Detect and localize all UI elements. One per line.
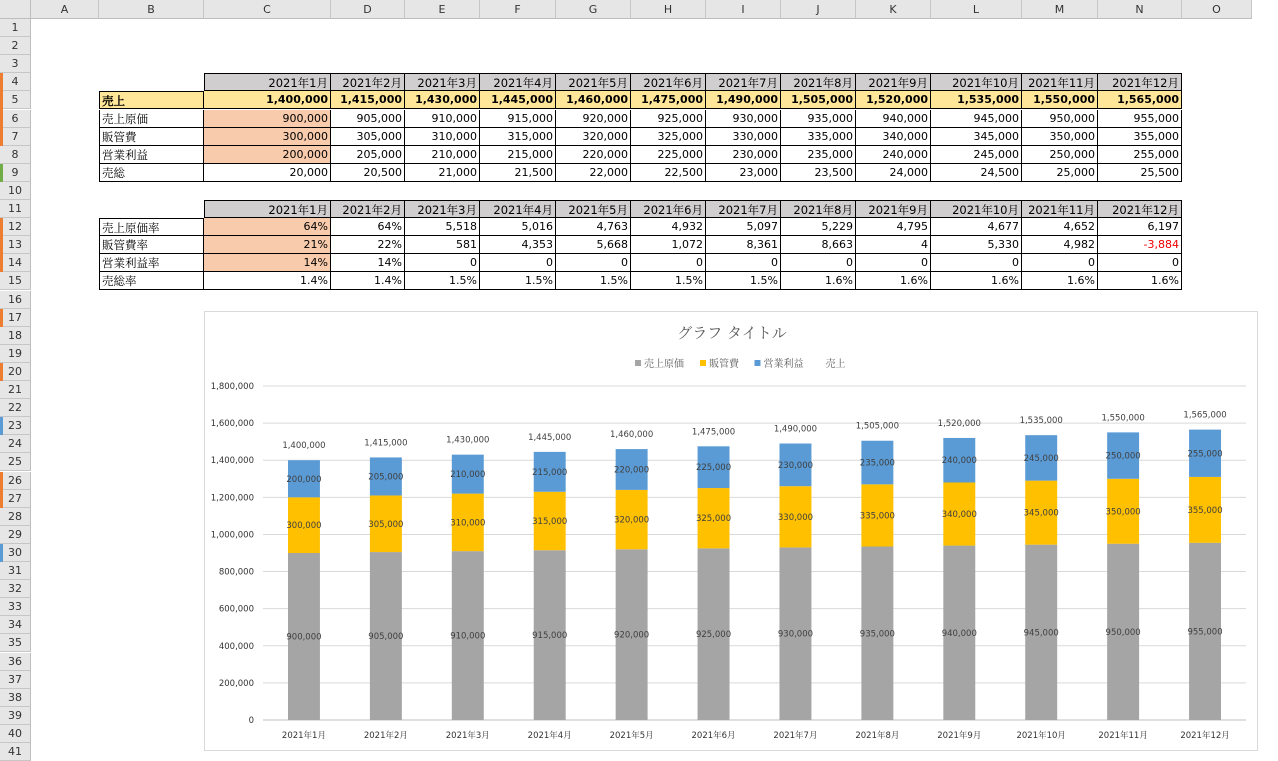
- bar-data-label: 210,000: [450, 470, 486, 481]
- column-header[interactable]: F: [480, 0, 556, 19]
- bar-data-label: 300,000: [286, 521, 322, 532]
- month-header[interactable]: 2021年10月: [931, 73, 1022, 91]
- table1-value-cell[interactable]: 1,550,000: [1022, 91, 1098, 109]
- row-marker: [0, 164, 3, 182]
- row-header[interactable]: 29: [0, 526, 31, 544]
- bar-data-label: 235,000: [859, 458, 895, 469]
- x-tick-label: 2021年6月: [691, 731, 736, 741]
- bar-data-label: 935,000: [859, 629, 895, 640]
- row-header[interactable]: 20: [0, 363, 31, 381]
- table2-row-label[interactable]: 販管費率: [99, 236, 204, 254]
- bar-data-label: 920,000: [614, 630, 650, 641]
- month-header[interactable]: 2021年1月: [204, 73, 331, 91]
- table2-value-cell[interactable]: 5,518: [405, 218, 480, 236]
- table2-value-cell[interactable]: 1.5%: [706, 272, 781, 290]
- total-data-label: 1,565,000: [1183, 410, 1227, 421]
- row-header[interactable]: 4: [0, 73, 31, 91]
- month-header[interactable]: 2021年5月: [556, 200, 631, 218]
- bar-data-label: 905,000: [368, 632, 404, 643]
- table1-value-cell[interactable]: 220,000: [556, 146, 631, 164]
- row-header[interactable]: 26: [0, 472, 31, 490]
- month-header[interactable]: 2021年8月: [781, 200, 856, 218]
- table1-value-cell[interactable]: 22,500: [631, 164, 706, 182]
- row-marker: [0, 309, 3, 327]
- table1-value-cell[interactable]: 205,000: [331, 146, 405, 164]
- legend-label: 売上: [825, 359, 846, 370]
- table1-value-cell[interactable]: 225,000: [631, 146, 706, 164]
- row-header[interactable]: 7: [0, 128, 31, 146]
- bar-data-label: 255,000: [1187, 449, 1223, 460]
- row-header[interactable]: 13: [0, 236, 31, 254]
- column-header[interactable]: E: [405, 0, 480, 19]
- row-header[interactable]: 3: [0, 55, 31, 73]
- table1-value-cell[interactable]: 1,505,000: [781, 91, 856, 109]
- table2-value-cell[interactable]: 1.4%: [331, 272, 405, 290]
- table2-value-cell[interactable]: 1.6%: [1098, 272, 1182, 290]
- total-data-label: 1,490,000: [773, 424, 818, 435]
- table1-value-cell[interactable]: 1,565,000: [1098, 91, 1182, 109]
- month-header[interactable]: 2021年3月: [405, 200, 480, 218]
- table1-value-cell[interactable]: 330,000: [706, 128, 781, 146]
- table1-value-cell[interactable]: 315,000: [480, 128, 556, 146]
- table2-value-cell[interactable]: 14%: [204, 254, 331, 272]
- total-data-label: 1,400,000: [282, 441, 326, 452]
- y-tick-label: 0: [248, 716, 254, 726]
- table1-value-cell[interactable]: 325,000: [631, 128, 706, 146]
- table1-value-cell[interactable]: 1,445,000: [480, 91, 556, 109]
- row-header[interactable]: 40: [0, 725, 31, 743]
- table1-value-cell[interactable]: 1,400,000: [204, 91, 331, 109]
- column-header[interactable]: A: [31, 0, 99, 19]
- table1-value-cell[interactable]: 1,520,000: [856, 91, 931, 109]
- row-header[interactable]: 22: [0, 399, 31, 417]
- bar-data-label: 230,000: [777, 460, 814, 471]
- table2-value-cell[interactable]: 5,668: [556, 236, 631, 254]
- month-header[interactable]: 2021年2月: [331, 73, 405, 91]
- row-header[interactable]: 30: [0, 544, 31, 562]
- table1-value-cell[interactable]: 230,000: [706, 146, 781, 164]
- column-header[interactable]: H: [631, 0, 706, 19]
- chart-title: グラフ タイトル: [677, 324, 787, 342]
- row-header[interactable]: 25: [0, 453, 31, 471]
- bar-data-label: 955,000: [1187, 627, 1223, 638]
- row-header[interactable]: 9: [0, 164, 31, 182]
- row-header[interactable]: 38: [0, 689, 31, 707]
- table2-value-cell[interactable]: 64%: [204, 218, 331, 236]
- table2-value-cell[interactable]: 6,197: [1098, 218, 1182, 236]
- table1-value-cell[interactable]: 1,460,000: [556, 91, 631, 109]
- bar-data-label: 910,000: [450, 631, 486, 642]
- total-data-label: 1,505,000: [855, 421, 900, 432]
- total-data-label: 1,445,000: [528, 432, 572, 443]
- legend-swatch: [700, 360, 706, 366]
- table1-row-label[interactable]: 売総: [99, 164, 204, 182]
- table2-value-cell[interactable]: -3,884: [1098, 236, 1182, 254]
- table1-row-label[interactable]: 営業利益: [99, 146, 204, 164]
- row-header[interactable]: 5: [0, 91, 31, 109]
- table1-value-cell[interactable]: 1,490,000: [706, 91, 781, 109]
- table1-value-cell[interactable]: 23,500: [781, 164, 856, 182]
- x-tick-label: 2021年12月: [1180, 731, 1230, 741]
- y-tick-label: 1,000,000: [210, 530, 254, 541]
- bar-data-label: 900,000: [286, 632, 322, 643]
- bar-data-label: 240,000: [941, 456, 977, 467]
- table1-value-cell[interactable]: 1,535,000: [931, 91, 1022, 109]
- row-header[interactable]: 32: [0, 580, 31, 598]
- table1-row-label[interactable]: 販管費: [99, 128, 204, 146]
- table1-value-cell[interactable]: 21,000: [405, 164, 480, 182]
- table1-value-cell[interactable]: 905,000: [331, 110, 405, 128]
- row-marker: [0, 544, 3, 562]
- table2-value-cell[interactable]: 1.4%: [204, 272, 331, 290]
- row-header[interactable]: 15: [0, 272, 31, 290]
- y-tick-label: 1,800,000: [210, 382, 254, 392]
- table2-value-cell[interactable]: 4,982: [1022, 236, 1098, 254]
- row-header[interactable]: 35: [0, 634, 31, 652]
- bar-data-label: 220,000: [614, 465, 650, 476]
- table1-value-cell[interactable]: 945,000: [931, 110, 1022, 128]
- y-tick-label: 800,000: [218, 567, 254, 578]
- row-marker: [0, 417, 3, 435]
- x-tick-label: 2021年3月: [445, 731, 490, 741]
- bar-data-label: 245,000: [1023, 453, 1059, 464]
- table2-value-cell[interactable]: 1.5%: [480, 272, 556, 290]
- column-header[interactable]: N: [1098, 0, 1182, 19]
- table2-value-cell[interactable]: 5,097: [706, 218, 781, 236]
- row-marker: [0, 73, 3, 145]
- table2-value-cell[interactable]: 21%: [204, 236, 331, 254]
- y-tick-label: 1,400,000: [210, 456, 254, 467]
- x-tick-label: 2021年5月: [609, 731, 654, 741]
- table2-value-cell[interactable]: 0: [1022, 254, 1098, 272]
- table2-value-cell[interactable]: 0: [405, 254, 480, 272]
- month-header[interactable]: 2021年12月: [1098, 200, 1182, 218]
- month-header[interactable]: 2021年8月: [781, 73, 856, 91]
- table2-value-cell[interactable]: 8,361: [706, 236, 781, 254]
- table2-value-cell[interactable]: 1.6%: [1022, 272, 1098, 290]
- x-tick-label: 2021年10月: [1016, 731, 1066, 741]
- row-header[interactable]: 33: [0, 598, 31, 616]
- legend-label: 販管費: [709, 359, 739, 370]
- table1-row-label[interactable]: 売上: [99, 91, 204, 109]
- legend-swatch: [755, 360, 761, 366]
- table1-value-cell[interactable]: 355,000: [1098, 128, 1182, 146]
- table1-value-cell[interactable]: 21,500: [480, 164, 556, 182]
- total-data-label: 1,520,000: [937, 418, 981, 429]
- table1-value-cell[interactable]: 1,475,000: [631, 91, 706, 109]
- legend-swatch: [635, 360, 641, 366]
- row-header[interactable]: 16: [0, 291, 31, 309]
- table1-value-cell[interactable]: 240,000: [856, 146, 931, 164]
- table2-value-cell[interactable]: 8,663: [781, 236, 856, 254]
- row-header[interactable]: 17: [0, 309, 31, 327]
- month-header[interactable]: 2021年4月: [480, 73, 556, 91]
- row-marker: [0, 363, 3, 381]
- table2-value-cell[interactable]: 1.5%: [556, 272, 631, 290]
- x-tick-label: 2021年11月: [1098, 731, 1148, 741]
- table2-value-cell[interactable]: 0: [480, 254, 556, 272]
- table1-value-cell[interactable]: 950,000: [1022, 110, 1098, 128]
- table2-value-cell[interactable]: 4,932: [631, 218, 706, 236]
- table2-value-cell[interactable]: 581: [405, 236, 480, 254]
- bar-data-label: 310,000: [450, 518, 486, 529]
- bar-data-label: 355,000: [1187, 505, 1223, 516]
- table2-value-cell[interactable]: 1.5%: [631, 272, 706, 290]
- table1-value-cell[interactable]: 900,000: [204, 110, 331, 128]
- column-header[interactable]: I: [706, 0, 781, 19]
- table1-value-cell[interactable]: 20,500: [331, 164, 405, 182]
- y-tick-label: 400,000: [218, 641, 254, 652]
- bar-data-label: 320,000: [614, 515, 650, 526]
- total-data-label: 1,475,000: [691, 427, 736, 438]
- table1-value-cell[interactable]: 935,000: [781, 110, 856, 128]
- month-header[interactable]: 2021年11月: [1022, 73, 1098, 91]
- column-header[interactable]: O: [1182, 0, 1252, 19]
- bar-data-label: 250,000: [1105, 451, 1141, 462]
- table2-value-cell[interactable]: 1.6%: [781, 272, 856, 290]
- table1-corner[interactable]: [99, 73, 204, 91]
- bar-data-label: 340,000: [941, 510, 977, 521]
- table2-value-cell[interactable]: 0: [931, 254, 1022, 272]
- bar-data-label: 215,000: [532, 467, 568, 478]
- table1-row-label[interactable]: 売上原価: [99, 110, 204, 128]
- table1-value-cell[interactable]: 350,000: [1022, 128, 1098, 146]
- row-header[interactable]: 11: [0, 200, 31, 218]
- table1-value-cell[interactable]: 300,000: [204, 128, 331, 146]
- table1-value-cell[interactable]: 1,415,000: [331, 91, 405, 109]
- row-header[interactable]: 21: [0, 381, 31, 399]
- table2-row-label[interactable]: 売総率: [99, 272, 204, 290]
- bar-data-label: 915,000: [532, 631, 568, 642]
- table2-value-cell[interactable]: 1,072: [631, 236, 706, 254]
- table1-value-cell[interactable]: 255,000: [1098, 146, 1182, 164]
- table2-value-cell[interactable]: 22%: [331, 236, 405, 254]
- x-tick-label: 2021年8月: [855, 731, 900, 741]
- table2-value-cell[interactable]: 0: [1098, 254, 1182, 272]
- column-header[interactable]: G: [556, 0, 631, 19]
- table2-value-cell[interactable]: 1.5%: [405, 272, 480, 290]
- row-header[interactable]: 28: [0, 508, 31, 526]
- select-all-corner[interactable]: [0, 0, 31, 19]
- column-header[interactable]: M: [1022, 0, 1098, 19]
- row-marker: [0, 472, 3, 508]
- row-header[interactable]: 6: [0, 110, 31, 128]
- x-tick-label: 2021年9月: [937, 731, 982, 741]
- table2-value-cell[interactable]: 0: [856, 254, 931, 272]
- table1-value-cell[interactable]: 910,000: [405, 110, 480, 128]
- month-header[interactable]: 2021年7月: [706, 200, 781, 218]
- month-header[interactable]: 2021年2月: [331, 200, 405, 218]
- row-marker: [0, 218, 3, 272]
- month-header[interactable]: 2021年7月: [706, 73, 781, 91]
- table1-value-cell[interactable]: 1,430,000: [405, 91, 480, 109]
- table1-value-cell[interactable]: 22,000: [556, 164, 631, 182]
- row-header[interactable]: 37: [0, 671, 31, 689]
- month-header[interactable]: 2021年1月: [204, 200, 331, 218]
- table1-value-cell[interactable]: 200,000: [204, 146, 331, 164]
- table1-value-cell[interactable]: 310,000: [405, 128, 480, 146]
- y-tick-label: 200,000: [218, 678, 254, 689]
- month-header[interactable]: 2021年12月: [1098, 73, 1182, 91]
- table1-value-cell[interactable]: 23,000: [706, 164, 781, 182]
- table2-value-cell[interactable]: 1.6%: [856, 272, 931, 290]
- bar-data-label: 305,000: [368, 519, 404, 530]
- bar-data-label: 940,000: [941, 628, 977, 639]
- table1-value-cell[interactable]: 215,000: [480, 146, 556, 164]
- row-header[interactable]: 14: [0, 254, 31, 272]
- table1-value-cell[interactable]: 20,000: [204, 164, 331, 182]
- bar-data-label: 330,000: [777, 512, 814, 523]
- row-header[interactable]: 1: [0, 19, 31, 37]
- total-data-label: 1,550,000: [1101, 413, 1145, 424]
- table2-value-cell[interactable]: 5,229: [781, 218, 856, 236]
- table1-value-cell[interactable]: 250,000: [1022, 146, 1098, 164]
- column-header[interactable]: J: [781, 0, 856, 19]
- bar-data-label: 345,000: [1023, 508, 1059, 519]
- table2-value-cell[interactable]: 4,353: [480, 236, 556, 254]
- row-header[interactable]: 12: [0, 218, 31, 236]
- y-tick-label: 1,600,000: [210, 419, 254, 430]
- row-header[interactable]: 41: [0, 743, 31, 761]
- table1-value-cell[interactable]: 210,000: [405, 146, 480, 164]
- row-header[interactable]: 8: [0, 146, 31, 164]
- table1-value-cell[interactable]: 245,000: [931, 146, 1022, 164]
- table1-value-cell[interactable]: 955,000: [1098, 110, 1182, 128]
- row-header[interactable]: 39: [0, 707, 31, 725]
- month-header[interactable]: 2021年11月: [1022, 200, 1098, 218]
- table1-value-cell[interactable]: 24,500: [931, 164, 1022, 182]
- stacked-bar-chart: [205, 312, 1259, 752]
- table1-value-cell[interactable]: 25,000: [1022, 164, 1098, 182]
- month-header[interactable]: 2021年3月: [405, 73, 480, 91]
- table2-row-label[interactable]: 売上原価率: [99, 218, 204, 236]
- y-tick-label: 600,000: [218, 604, 254, 615]
- row-header[interactable]: 23: [0, 417, 31, 435]
- table1-value-cell[interactable]: 320,000: [556, 128, 631, 146]
- column-header[interactable]: C: [204, 0, 331, 19]
- table2-value-cell[interactable]: 5,016: [480, 218, 556, 236]
- month-header[interactable]: 2021年5月: [556, 73, 631, 91]
- total-data-label: 1,460,000: [609, 430, 654, 441]
- table2-value-cell[interactable]: 0: [781, 254, 856, 272]
- table2-value-cell[interactable]: 5,330: [931, 236, 1022, 254]
- table2-value-cell[interactable]: 0: [556, 254, 631, 272]
- column-header[interactable]: B: [99, 0, 204, 19]
- table1-value-cell[interactable]: 345,000: [931, 128, 1022, 146]
- row-header[interactable]: 19: [0, 345, 31, 363]
- chart-area[interactable]: [204, 311, 1258, 751]
- table2-value-cell[interactable]: 14%: [331, 254, 405, 272]
- y-tick-label: 1,200,000: [210, 493, 254, 504]
- bar-data-label: 335,000: [859, 511, 895, 522]
- table2-value-cell[interactable]: 4,795: [856, 218, 931, 236]
- table2-value-cell[interactable]: 1.6%: [931, 272, 1022, 290]
- column-header[interactable]: D: [331, 0, 405, 19]
- table1-value-cell[interactable]: 340,000: [856, 128, 931, 146]
- table1-value-cell[interactable]: 235,000: [781, 146, 856, 164]
- table2-value-cell[interactable]: 4,677: [931, 218, 1022, 236]
- column-header[interactable]: L: [931, 0, 1022, 19]
- table1-value-cell[interactable]: 25,500: [1098, 164, 1182, 182]
- table2-value-cell[interactable]: 0: [631, 254, 706, 272]
- table1-value-cell[interactable]: 335,000: [781, 128, 856, 146]
- legend-label: 営業利益: [763, 359, 804, 370]
- table2-value-cell[interactable]: 0: [706, 254, 781, 272]
- bar-data-label: 925,000: [695, 630, 732, 641]
- month-header[interactable]: 2021年10月: [931, 200, 1022, 218]
- x-tick-label: 2021年4月: [527, 731, 572, 741]
- table1-value-cell[interactable]: 305,000: [331, 128, 405, 146]
- row-header[interactable]: 10: [0, 182, 31, 200]
- bar-data-label: 950,000: [1105, 627, 1141, 638]
- row-header[interactable]: 24: [0, 435, 31, 453]
- month-header[interactable]: 2021年4月: [480, 200, 556, 218]
- bar-data-label: 350,000: [1105, 507, 1141, 518]
- bar-data-label: 945,000: [1023, 628, 1059, 639]
- bar-data-label: 200,000: [286, 474, 322, 485]
- bar-data-label: 315,000: [532, 516, 568, 527]
- table2-value-cell[interactable]: 4: [856, 236, 931, 254]
- row-header[interactable]: 27: [0, 490, 31, 508]
- row-header[interactable]: 36: [0, 653, 31, 671]
- table1-value-cell[interactable]: 915,000: [480, 110, 556, 128]
- table1-value-cell[interactable]: 940,000: [856, 110, 931, 128]
- table2-row-label[interactable]: 営業利益率: [99, 254, 204, 272]
- bar-data-label: 325,000: [695, 514, 732, 525]
- total-data-label: 1,535,000: [1019, 416, 1063, 427]
- total-data-label: 1,415,000: [364, 438, 408, 449]
- month-header[interactable]: 2021年9月: [856, 200, 931, 218]
- table1-value-cell[interactable]: 925,000: [631, 110, 706, 128]
- x-tick-label: 2021年2月: [363, 731, 408, 741]
- row-header[interactable]: 2: [0, 37, 31, 55]
- table1-value-cell[interactable]: 24,000: [856, 164, 931, 182]
- bar-data-label: 205,000: [368, 472, 404, 483]
- table1-value-cell[interactable]: 930,000: [706, 110, 781, 128]
- table2-value-cell[interactable]: 4,652: [1022, 218, 1098, 236]
- row-header[interactable]: 18: [0, 327, 31, 345]
- x-tick-label: 2021年1月: [281, 731, 326, 741]
- month-header[interactable]: 2021年9月: [856, 73, 931, 91]
- x-tick-label: 2021年7月: [773, 731, 818, 741]
- table2-value-cell[interactable]: 64%: [331, 218, 405, 236]
- bar-data-label: 225,000: [695, 463, 732, 474]
- column-header[interactable]: K: [856, 0, 931, 19]
- total-data-label: 1,430,000: [446, 435, 490, 446]
- month-header[interactable]: 2021年6月: [631, 200, 706, 218]
- table1-value-cell[interactable]: 920,000: [556, 110, 631, 128]
- bar-data-label: 930,000: [777, 629, 814, 640]
- legend-label: 売上原価: [644, 359, 684, 370]
- table2-value-cell[interactable]: 4,763: [556, 218, 631, 236]
- row-header[interactable]: 31: [0, 562, 31, 580]
- row-header[interactable]: 34: [0, 616, 31, 634]
- month-header[interactable]: 2021年6月: [631, 73, 706, 91]
